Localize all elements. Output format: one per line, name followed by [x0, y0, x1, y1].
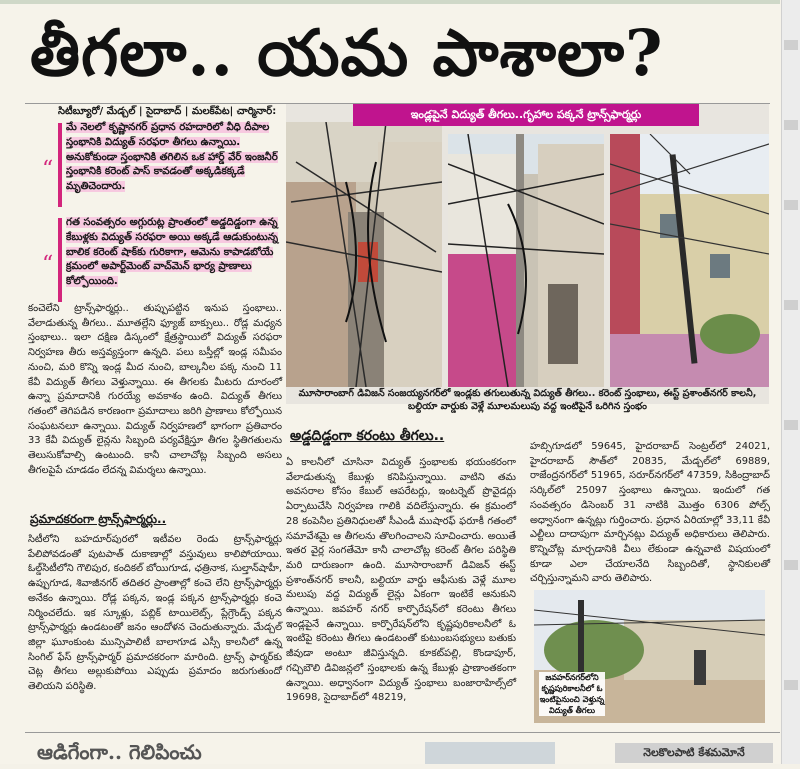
photo-pole-transformer — [610, 134, 769, 387]
photo-collage — [286, 104, 769, 404]
right-column — [530, 440, 770, 587]
quote-bar — [58, 123, 62, 207]
top-border — [0, 0, 780, 4]
dateline: సిటీబ్యూరో/ మేడ్చల్ | సైదాబాద్ | మలక్‌పేట| చార్మినార్: — [58, 106, 277, 117]
next-article-photo — [425, 742, 555, 764]
middle-body-text: ఏ కాలనీలో చూసినా విద్యుత్ స్తంభాలకు భయంకరంగా వేలాడుతున్న కేబుళ్లు కనిపిస్తున్నాయి. వాటిని తమ అవసరాల కోసం కేబుల్ ఆపరేటర్లు, ఇంటర్నెట్ ప్రొవైడర్లు ఏర్పాటుచేసి నిర్వహణ గాలికి వదిలేస్తున్నారు. ఈ క్రమంలో 28 కంపెనీల ప్రతినిధులతో సీఎండీ ముషారఫ్ ఫరూకీ గతంలో సమావేశమై ఆ తీగలను తొలగించాలని సూచించారు. అయితే ఇతర వైర్ల సంగతేమో కానీ చాలాచోట్ల కరెంట్ తీగల పరిస్థితి మరి దారుణంగా ఉంది. మూసారాంబాగ్ డివిజన్ ఈస్ట్ ప్రశాంత్‌నగర్ కాలనీ, బల్దియా వార్డు ఆఫీసుకు వెళ్లే మూల మలుపు వద్ద విద్యుత్ లైన్లు ఏకంగా ఇంటికే ఆనుకుని ఉన్నాయి. జవహర్ నగర్ కార్పొరేషన్‌లో కరెంటు తీగలు ఇండ్లపైనే ఉన్నాయి. కార్పొరేషన్‌లోని కృష్ణపురికాలనీలో ఓ ఇంటిపై కరెంటు తీగలు ఉండటంతో కుటుంబసభ్యులు బతుకు జీవుడా అంటూ జీవిస్తున్నది. కూకట్‌పల్లి, కొండాపూర్, గచ్చిబౌలి డివిజన్లలో స్తంభాలకు ఉన్న కేబుళ్లు ప్రాణాంతకంగా ఉన్నాయి. అధ్వానంగా విద్యుత్ స్తంభాలు బంజారాహిల్స్‌లో 19698, సైదాబాద్‌లో 48219, — [286, 457, 516, 704]
right-body-text: హబ్సిగూడలో 59645, హైదరాబాద్ సెంట్రల్‌లో 24021, హైదరాబాద్ సౌత్‌లో 20835, మేడ్చల్‌లో 69889, రాజేంద్రనగర్‌లో 51965, సరూర్‌నగర్‌లో 47359, సికింద్రాబాద్ సర్కిల్‌లో 25097 స్తంభాలు ఉన్నాయి. ఇందులో గత సంవత్సరం డిసెంబర్ 31 నాటికి మొత్తం 6306 పోల్స్ అధ్వానంగా ఉన్నట్లు గుర్తించారు. ప్రధాన ఏరియాల్లో 33,11 కేవీ ఎల్టీలు దాదాపుగా మార్చినట్లు విద్యుత్ అధికారులు తెలిపారు. కొన్నిచోట్ల మార్చడానికి వీలు లేకుండా ఉన్నవాటి విషయంలో కూడా ఎలా చేయాలనేది సిబ్బందితో, స్థానికులతో చర్చిస్తున్నామని వారు తెలిపారు. — [530, 441, 770, 585]
street-photo-caption: జవహర్‌నగర్‌లోని కృష్ణపురికాలనీలో ఓ ఇంటిపైనుంచి వెళ్తున్న విద్యుత్ తీగలు — [539, 673, 605, 715]
headline: తీగలా.. యమ పాశాలా? — [30, 16, 664, 91]
adjacent-page-strip — [781, 0, 800, 764]
next-article-headline: ఆడిగేంగా.. గెలిపించు — [37, 740, 202, 764]
bottom-rule — [25, 732, 780, 733]
left-column-2 — [28, 533, 282, 695]
left-body-text-2: సిటీలోని బహదూర్‌పురలో ఇటీవల రెండు ట్రాన్స్‌ఫార్మర్లు పేలిపోవడంతో పుటపాత్ దుకాణాల్లో వస్తువులు కాలిపోయాయి. ఓల్డ్‌సిటీలోని గౌలిపుర, కందికల్ బోయిగూడ, ఛత్రినాక, సుల్తాన్‌షాహీ, ఉప్పుగూడ, శివాజీనగర్ తదితర ప్రాంతాల్లో కంచె లేని ట్రాన్స్‌ఫార్మర్లు అనేకం ఉన్నాయి. రోడ్ల పక్కన, ఇండ్ల పక్కన ట్రాన్స్‌ఫార్మర్లు కంచె నిర్మించలేదు. ఇక స్కూళ్లు, పబ్లిక్ టాయిలెట్స్, ప్లేగ్రౌండ్స్ పక్కన ట్రాన్స్‌ఫార్మర్లు ఉండటంతో జనం ఆందోళన చెందుతున్నారు. మేడ్చల్ జిల్లా ఘూంకుంట మున్సిపాలిటీ బాలాగూడ ఎస్సీ కాలనీలో ఉన్న సింగిల్ ఫేస్ ట్రాన్స్‌ఫార్మర్ ప్రమాదకరంగా మారింది. ట్రాన్స్ ఫార్మర్‌కు చెట్ల తీగలు అల్లుకుపోయి ఎప్పుడు ప్రమాదం జరుగుతుందో తెలియని పరిస్థితి. — [28, 534, 282, 693]
photo-pole-transformer-image — [610, 134, 769, 387]
photo-building-2 — [448, 134, 604, 387]
photo-building-1-image — [286, 122, 442, 387]
next-article-tag: నెలకొలపాటి కేశమమోనే — [615, 743, 773, 763]
quote-box-1 — [42, 121, 288, 209]
photo-caption: మూసారాంబాగ్ డివిజన్ సంజయ్యనగర్‌లో ఇండ్లకు తగులుతున్న విద్యుత్ తీగలు.. కరెంట్ స్తంభాలు, ఈస్ట్ ప్రశాంత్‌నగర్ కాలనీ, బల్దియా వార్డుకు వెళ్లే మూలమలుపు వద్ద ఇంటిపైనే ఒరిగిన స్తంభం — [298, 388, 757, 412]
middle-column — [286, 456, 516, 706]
subhead-current-wires: అడ్డదిడ్డంగా కరంటు తీగలు.. — [290, 428, 445, 444]
left-body-text: కంచెలేని ట్రాన్స్‌ఫార్మర్లు.. తుప్పుపట్టిన ఇనుప స్తంభాలు.. వేలాడుతున్న తీగలు.. మూతల్లేని ఫ్యూజ్ బాక్సులు.. రోడ్ల మధ్యన స్తంభాలు.. ఇలా దక్షిణ డిస్కంలో క్షేత్రస్థాయిలో విద్యుత్ సరఫరా నిర్వహణ తీరు అస్తవ్యస్తంగా ఉన్నది. పలు బస్తీల్లో ఇండ్ల సమీపం నుంచి, మరి కొన్ని ఇండ్ల మీద నుంచి, బాల్కనీల పక్క నుంచి 11 కేవీ విద్యుత్ తీగలు వెళ్తున్నాయి. ఈ తీగలకు మీటరు దూరంలో ఉన్నా ప్రమాదానికి గురయ్యే అవకాశం ఉంది. విద్యుత్ తీగలు గతంలో తెగిపడిన కారణంగా ప్రమాదాలు జరిగి ప్రాణాలు కోల్పోయిన సంఘటనలూ ఉన్నాయి. విద్యుత్ నిర్వహణలో భాగంగా ప్రతివారం 33 కేవీ విద్యుత్ లైన్లను సిబ్బంది పర్యవేక్షిస్తూ తీగల స్థితిగతులను తెలుసుకోవాల్సి ఉంటుంది. కానీ చాలాచోట్ల సిబ్బంది అసలు తీగలపైపే చూడడం లేదన్న విమర్శలు ఉన్నాయి. — [28, 303, 282, 476]
left-column — [28, 302, 282, 478]
quote-mark-icon: “ — [42, 157, 54, 182]
quote-bar — [58, 218, 62, 302]
quote-box-2 — [42, 216, 288, 304]
quote-mark-icon: “ — [42, 252, 54, 277]
photo-building-1 — [286, 122, 442, 387]
quote-text-1: మే నెలలో కృష్ణానగర్ ప్రధాన రహదారిలో వీధి దీపాల స్తంభానికి విద్యుత్ సరఫరా తీగలు ఉన్నాయి. అనుకోకుండా స్తంభానికి తగిలిన ఒక హార్డ్ వేర్ ఇంజనీర్ స్తంభానికి కరెంట్ పాస్ కావడంతో అక్కడికక్కడే మృతిచెందారు. — [66, 122, 278, 193]
quote-text-2: గత సంవత్సరం అగ్గురుట్ల ప్రాంతంలో అడ్డదిడ్డంగా ఉన్న కేబుళ్లకు విద్యుత్ సరఫరా అయి అక్కడే ఆడుకుంటున్న బాలిక కరెంట్ షాక్‌కు గురికాగా, ఆమెను కాపాడబోయే క్రమంలో అపార్ట్‌మెంట్ వాచ్‌మెన్ భార్య ప్రాణాలు కోల్పోయింది. — [66, 217, 278, 288]
next-article-strip — [25, 740, 780, 764]
photo-building-2-image — [448, 134, 604, 387]
subhead-transformers: ప్రమాదకరంగా ట్రాన్స్‌ఫార్మర్లు.. — [30, 512, 167, 526]
photo-banner: ఇండ్లపైనే విద్యుత్ తీగలు..గృహాల పక్కనే ట్రాన్స్‌ఫార్మర్లు — [353, 104, 699, 126]
lead-column — [58, 104, 282, 119]
